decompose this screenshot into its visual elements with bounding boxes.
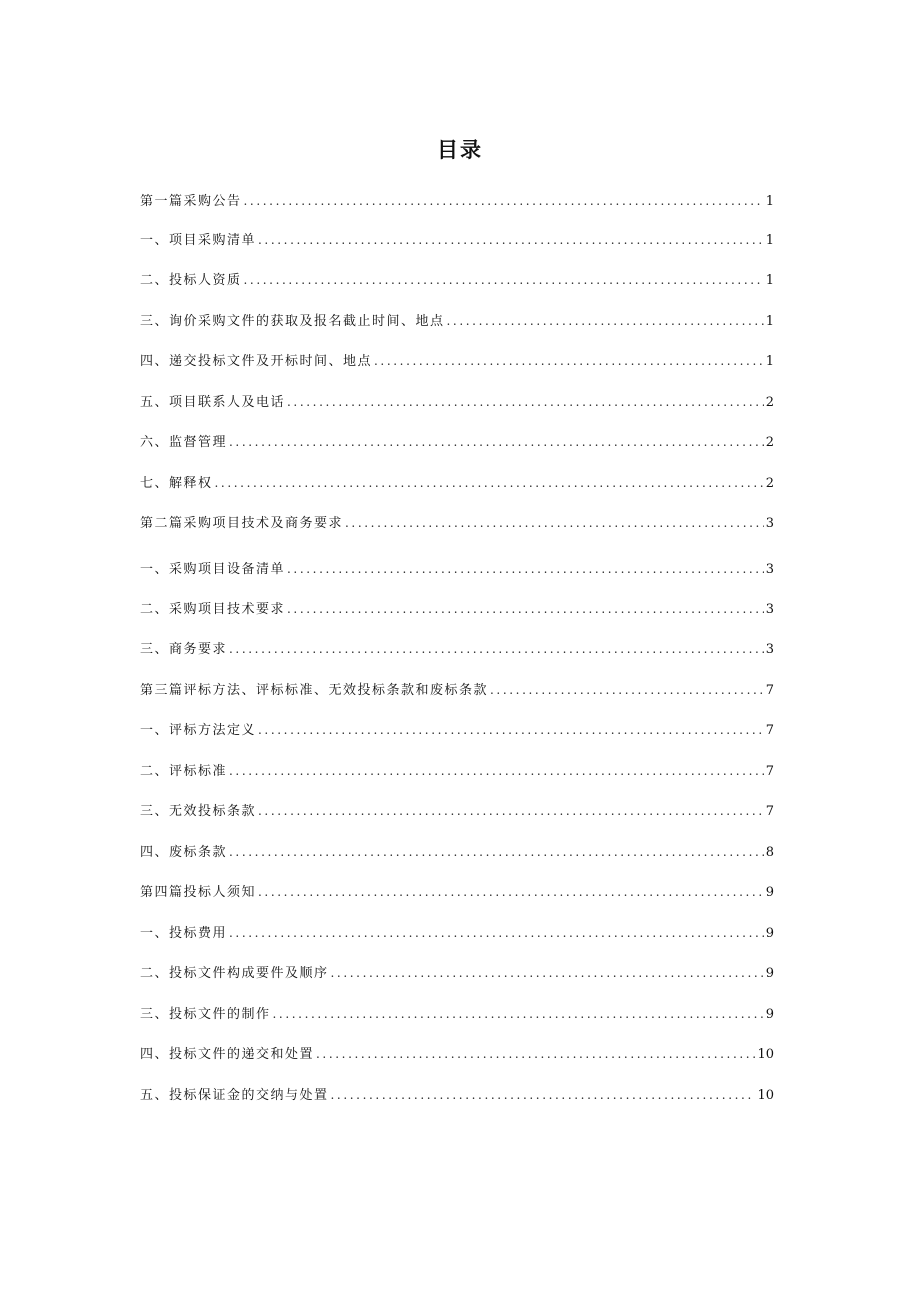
- toc-dot-leader: [273, 1002, 764, 1026]
- toc-dot-leader: [447, 309, 764, 333]
- toc-entry-label: 第四篇投标人须知: [140, 885, 257, 900]
- toc-dot-leader: [244, 188, 764, 214]
- toc-dot-leader: [331, 961, 764, 985]
- toc-title: 目录: [437, 138, 483, 162]
- toc-entry-label: 三、无效投标条款: [140, 804, 257, 819]
- toc-entry-label: 二、投标人资质: [140, 273, 242, 288]
- toc-entry-label: 四、废标条款: [140, 845, 228, 860]
- toc-entry-page: 9: [765, 966, 774, 981]
- toc-entry-label: 一、项目采购清单: [140, 233, 257, 248]
- toc-entry[interactable]: [140, 228, 774, 252]
- toc-entry[interactable]: [140, 430, 774, 454]
- toc-entry[interactable]: [140, 840, 774, 864]
- toc-entry-label: 第一篇采购公告: [140, 194, 242, 209]
- toc-dot-leader: [258, 880, 764, 904]
- toc-entry-page: 7: [765, 804, 774, 819]
- toc-entry-page: 2: [765, 395, 774, 410]
- toc-entry-page: 7: [765, 764, 774, 779]
- toc-entry-page: 1: [765, 273, 774, 288]
- toc-entry[interactable]: [140, 309, 774, 333]
- toc-entry[interactable]: [140, 718, 774, 742]
- toc-entry[interactable]: [140, 390, 774, 414]
- toc-entry[interactable]: [140, 188, 774, 214]
- toc-entry[interactable]: [140, 268, 774, 292]
- toc-entry[interactable]: [140, 1002, 774, 1026]
- toc-entry-label: 六、监督管理: [140, 435, 228, 450]
- toc-entry-page: 1: [765, 233, 774, 248]
- toc-dot-leader: [258, 228, 764, 252]
- toc-entry-page: 2: [765, 435, 774, 450]
- toc-dot-leader: [345, 511, 764, 535]
- toc-entry-page: 2: [765, 476, 774, 491]
- toc-entry[interactable]: [140, 1042, 774, 1066]
- toc-dot-leader: [229, 430, 764, 454]
- toc-entry-page: 3: [765, 516, 774, 531]
- toc-entry-label: 五、项目联系人及电话: [140, 395, 286, 410]
- toc-entry-page: 3: [765, 562, 774, 577]
- toc-dot-leader: [258, 799, 764, 823]
- toc-entry-page: 10: [757, 1088, 774, 1103]
- toc-entry-page: 9: [765, 926, 774, 941]
- toc-dot-leader: [229, 637, 764, 661]
- toc-entry-label: 二、采购项目技术要求: [140, 602, 286, 617]
- toc-entry[interactable]: [140, 961, 774, 985]
- toc-entry-label: 三、投标文件的制作: [140, 1007, 271, 1022]
- toc-entry[interactable]: [140, 799, 774, 823]
- toc-dot-leader: [331, 1083, 756, 1107]
- toc-entry-label: 二、评标标准: [140, 764, 228, 779]
- toc-entry-page: 9: [765, 1007, 774, 1022]
- toc-entry-page: 7: [765, 723, 774, 738]
- toc-entry-page: 3: [765, 602, 774, 617]
- toc-entry[interactable]: [140, 1083, 774, 1107]
- toc-entry-label: 四、递交投标文件及开标时间、地点: [140, 354, 373, 369]
- toc-entry-page: 9: [765, 885, 774, 900]
- toc-dot-leader: [374, 349, 764, 373]
- toc-dot-leader: [316, 1042, 755, 1066]
- toc-entry[interactable]: [140, 921, 774, 945]
- toc-dot-leader: [287, 390, 764, 414]
- toc-entry-label: 五、投标保证金的交纳与处置: [140, 1088, 329, 1103]
- toc-dot-leader: [490, 678, 764, 702]
- toc-entry-page: 1: [765, 354, 774, 369]
- toc-entry-label: 三、商务要求: [140, 642, 228, 657]
- toc-entry[interactable]: [140, 557, 774, 581]
- toc-entry-page: 3: [765, 642, 774, 657]
- toc-entry-page: 7: [765, 683, 774, 698]
- toc-list: [140, 188, 774, 1107]
- toc-entry[interactable]: [140, 349, 774, 373]
- toc-entry[interactable]: [140, 471, 774, 495]
- toc-entry[interactable]: [140, 880, 774, 904]
- toc-entry-page: 1: [765, 194, 774, 209]
- toc-dot-leader: [229, 921, 764, 945]
- toc-entry[interactable]: [140, 511, 774, 535]
- toc-dot-leader: [229, 840, 764, 864]
- toc-dot-leader: [287, 557, 764, 581]
- toc-entry-label: 第二篇采购项目技术及商务要求: [140, 516, 344, 531]
- toc-entry[interactable]: [140, 678, 774, 702]
- toc-entry-label: 三、询价采购文件的获取及报名截止时间、地点: [140, 314, 445, 329]
- toc-entry-label: 四、投标文件的递交和处置: [140, 1047, 315, 1062]
- toc-entry[interactable]: [140, 597, 774, 621]
- toc-entry[interactable]: [140, 637, 774, 661]
- toc-entry-label: 一、投标费用: [140, 926, 228, 941]
- toc-entry-page: 8: [765, 845, 774, 860]
- toc-entry-label: 第三篇评标方法、评标标准、无效投标条款和废标条款: [140, 683, 489, 698]
- toc-entry-label: 七、解释权: [140, 476, 213, 491]
- toc-dot-leader: [229, 759, 764, 783]
- toc-dot-leader: [244, 268, 764, 292]
- toc-dot-leader: [215, 471, 764, 495]
- toc-entry[interactable]: [140, 759, 774, 783]
- toc-entry-label: 一、评标方法定义: [140, 723, 257, 738]
- toc-entry-page: 1: [765, 314, 774, 329]
- toc-entry-label: 一、采购项目设备清单: [140, 562, 286, 577]
- toc-entry-page: 10: [757, 1047, 774, 1062]
- toc-dot-leader: [258, 718, 764, 742]
- toc-dot-leader: [287, 597, 764, 621]
- toc-entry-label: 二、投标文件构成要件及顺序: [140, 966, 329, 981]
